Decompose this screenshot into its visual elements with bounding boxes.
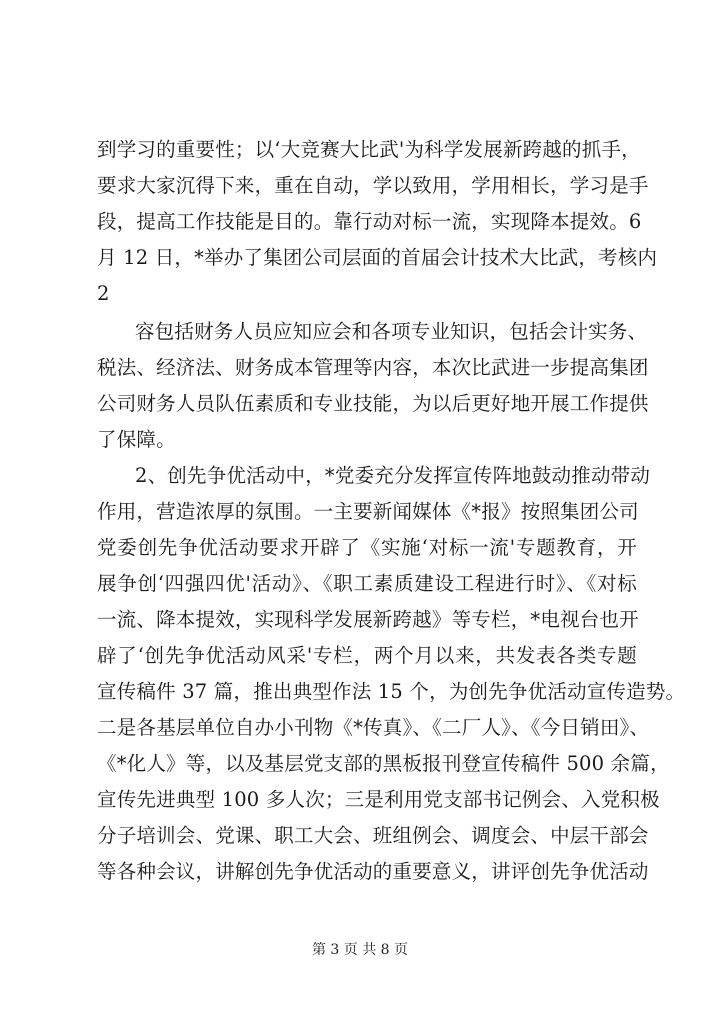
page-footer: 第 3 页 共 8 页 <box>311 942 409 958</box>
text-line: 税法、经济法、财务成本管理等内容，本次比武进一步提高集团 <box>97 356 649 379</box>
text-line: 一流、降本提效，实现科学发展新跨越》等专栏，*电视台也开 <box>97 608 639 631</box>
text-line: 党委创先争优活动要求开辟了《实施‘对标一流'专题教育，开 <box>97 536 637 559</box>
text-line: 展争创‘四强四优'活动》、《职工素质建设工程进行时》、《对标 <box>97 572 637 595</box>
text-line: 《*化人》等，以及基层党支部的黑板报刊登宣传稿件 500 余篇， <box>97 752 670 775</box>
text-line: 容包括财务人员应知应会和各项专业知识，包括会计实务、 <box>135 320 648 343</box>
page-number-marker: 2 <box>97 282 110 305</box>
text-line: 公司财务人员队伍素质和专业技能，为以后更好地开展工作提供 <box>97 392 649 415</box>
text-line: 宣传先进典型 100 多人次；三是利用党支部书记例会、入党积极 <box>97 788 660 811</box>
text-line: 二是各基层单位自办小刊物《*传真》、《二厂人》、《今日销田》、 <box>97 716 650 739</box>
text-line: 了保障。 <box>97 428 176 451</box>
text-line: 宣传稿件 37 篇，推出典型作法 15 个，为创先争优活动宣传造势。 <box>97 680 686 703</box>
text-line: 分子培训会、党课、职工大会、班组例会、调度会、中层干部会 <box>97 824 649 847</box>
text-line: 作用，营造浓厚的氛围。一主要新闻媒体《*报》按照集团公司 <box>97 500 639 523</box>
text-line: 等各种会议，讲解创先争优活动的重要意义，讲评创先争优活动 <box>97 860 649 883</box>
text-line: 要求大家沉得下来，重在自动，学以致用，学用相长，学习是手 <box>97 174 649 197</box>
text-line: 到学习的重要性；以‘大竞赛大比武'为科学发展新跨越的抓手， <box>97 138 641 161</box>
text-line: 月 12 日，*举办了集团公司层面的首届会计技术大比武，考核内 <box>97 246 658 269</box>
text-line: 2、创先争优活动中，*党委充分发挥宣传阵地鼓动推动带动 <box>135 464 651 487</box>
text-line: 段，提高工作技能是目的。靠行动对标一流，实现降本提效。6 <box>97 210 642 233</box>
text-line: 辟了‘创先争优活动风采'专栏，两个月以来，共发表各类专题 <box>97 644 637 667</box>
